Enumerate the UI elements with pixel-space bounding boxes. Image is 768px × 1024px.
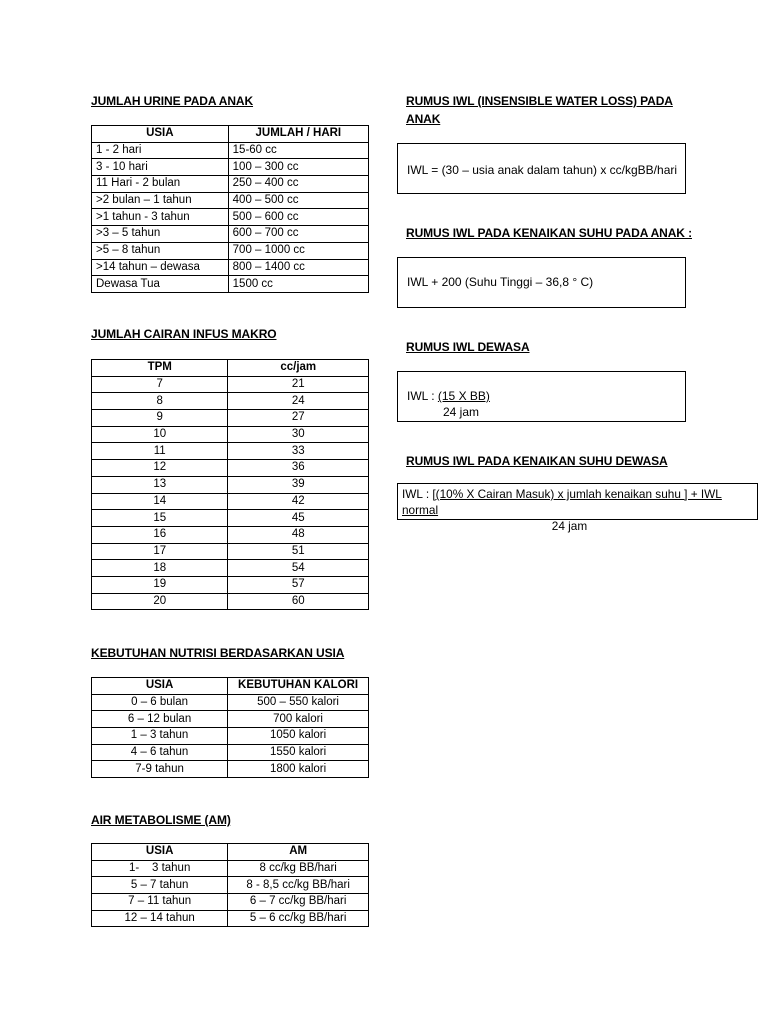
table-row (92, 376, 369, 393)
table-cell: 11 (92, 443, 228, 460)
table-cell: 7 – 11 tahun (92, 894, 228, 911)
table-row (92, 209, 369, 226)
table-cell: 51 (228, 543, 369, 560)
table-row (92, 176, 369, 193)
table-cell: 19 (92, 576, 228, 593)
table-cell: 60 (228, 593, 369, 610)
table-cell: 39 (228, 476, 369, 493)
column-header: KEBUTUHAN KALORI (228, 678, 369, 695)
table-header-row (92, 678, 369, 695)
iwl-suhu-dewasa-formula-box (397, 483, 758, 533)
table-cell: 1- 3 tahun (92, 860, 228, 877)
table-cell: >5 – 8 tahun (92, 242, 229, 259)
table-cell: 9 (92, 410, 228, 427)
table-row (92, 728, 369, 745)
table-cell: 400 – 500 cc (228, 192, 368, 209)
table-cell: 3 - 10 hari (92, 159, 229, 176)
column-header: cc/jam (228, 360, 369, 377)
nutrisi-table (91, 677, 369, 778)
iwl-dewasa-numerator: (15 X BB) (437, 389, 490, 403)
table-row (92, 426, 369, 443)
table-cell: >1 tahun - 3 tahun (92, 209, 229, 226)
iwl-anak-formula: IWL = (30 – usia anak dalam tahun) x cc/kgBB/hari (407, 163, 678, 177)
table-cell: 250 – 400 cc (228, 176, 368, 193)
table-row (92, 711, 369, 728)
table-cell: 45 (228, 510, 369, 527)
table-cell: 800 – 1400 cc (228, 259, 368, 276)
iwl-dewasa-denominator: 24 jam (443, 405, 480, 419)
table-row (92, 493, 369, 510)
table-row (92, 510, 369, 527)
table-cell: 8 (92, 393, 228, 410)
table-cell: 1500 cc (228, 276, 368, 293)
table-cell: 15-60 cc (228, 142, 368, 159)
table-cell: 1 – 3 tahun (92, 728, 228, 745)
iwl-suhu-dewasa-title: RUMUS IWL PADA KENAIKAN SUHU DEWASA (406, 454, 668, 468)
iwl-anak-title (406, 92, 673, 128)
iwl-anak-title-line2: ANAK (406, 112, 441, 126)
table-row (92, 543, 369, 560)
table-cell: 7-9 tahun (92, 761, 228, 778)
table-row (92, 526, 369, 543)
infus-table (91, 359, 369, 610)
table-cell: 100 – 300 cc (228, 159, 368, 176)
column-header: USIA (92, 844, 228, 861)
table-cell: 0 – 6 bulan (92, 694, 228, 711)
table-row (92, 159, 369, 176)
iwl-dewasa-formula-box (397, 371, 686, 422)
table-header-row (92, 360, 369, 377)
table-cell: 12 – 14 tahun (92, 910, 228, 927)
table-cell: 8 cc/kg BB/hari (228, 860, 369, 877)
table-row (92, 593, 369, 610)
table-row (92, 393, 369, 410)
table-cell: 16 (92, 526, 228, 543)
iwl-dewasa-title: RUMUS IWL DEWASA (406, 340, 530, 354)
table-row (92, 460, 369, 477)
table-cell: 27 (228, 410, 369, 427)
table-cell: 1550 kalori (228, 744, 369, 761)
table-cell: 600 – 700 cc (228, 226, 368, 243)
table-cell: 54 (228, 560, 369, 577)
column-header: AM (228, 844, 369, 861)
table-row (92, 560, 369, 577)
iwl-suhu-dewasa-formula (402, 486, 757, 518)
table-cell: 1 - 2 hari (92, 142, 229, 159)
table-row (92, 761, 369, 778)
column-header: USIA (92, 126, 229, 143)
table-cell: Dewasa Tua (92, 276, 229, 293)
am-table (91, 843, 369, 927)
table-cell: 700 kalori (228, 711, 369, 728)
table-cell: 700 – 1000 cc (228, 242, 368, 259)
table-cell: 20 (92, 593, 228, 610)
table-cell: 10 (92, 426, 228, 443)
iwl-suhu-anak-title: RUMUS IWL PADA KENAIKAN SUHU PADA ANAK : (406, 226, 692, 240)
table-row (92, 259, 369, 276)
table-cell: >2 bulan – 1 tahun (92, 192, 229, 209)
infus-title: JUMLAH CAIRAN INFUS MAKRO (91, 327, 277, 341)
table-cell: 1050 kalori (228, 728, 369, 745)
table-cell: >3 – 5 tahun (92, 226, 229, 243)
table-row (92, 276, 369, 293)
table-cell: 5 – 7 tahun (92, 877, 228, 894)
table-cell: 8 - 8,5 cc/kg BB/hari (228, 877, 369, 894)
iwl-suhu-dewasa-numerator: [(10% X Cairan Masuk) x jumlah kenaikan suhu ] + IWL normal (402, 487, 722, 517)
table-row (92, 476, 369, 493)
table-cell: 24 (228, 393, 369, 410)
table-cell: 30 (228, 426, 369, 443)
table-row (92, 242, 369, 259)
iwl-dewasa-prefix: IWL : (407, 389, 438, 403)
table-cell: 17 (92, 543, 228, 560)
iwl-dewasa-formula (407, 388, 685, 404)
table-cell: 6 – 12 bulan (92, 711, 228, 728)
table-cell: 6 – 7 cc/kg BB/hari (228, 894, 369, 911)
table-cell: 500 – 600 cc (228, 209, 368, 226)
iwl-anak-title-line1: RUMUS IWL (INSENSIBLE WATER LOSS) PADA (406, 94, 673, 108)
am-title: AIR METABOLISME (AM) (91, 813, 231, 827)
column-header: TPM (92, 360, 228, 377)
table-cell: 12 (92, 460, 228, 477)
table-row (92, 744, 369, 761)
urine-table (91, 125, 369, 293)
table-row (92, 410, 369, 427)
iwl-suhu-anak-formula: IWL + 200 (Suhu Tinggi – 36,8 ° C) (407, 275, 594, 289)
table-header-row (92, 844, 369, 861)
table-cell: 500 – 550 kalori (228, 694, 369, 711)
table-cell: >14 tahun – dewasa (92, 259, 229, 276)
table-cell: 42 (228, 493, 369, 510)
iwl-suhu-dewasa-denominator: 24 jam (551, 519, 588, 533)
table-cell: 7 (92, 376, 228, 393)
nutrisi-title: KEBUTUHAN NUTRISI BERDASARKAN USIA (91, 646, 345, 660)
table-cell: 4 – 6 tahun (92, 744, 228, 761)
column-header: USIA (92, 678, 228, 695)
table-row (92, 877, 369, 894)
table-cell: 21 (228, 376, 369, 393)
table-cell: 33 (228, 443, 369, 460)
table-row (92, 910, 369, 927)
iwl-anak-formula-box (397, 143, 686, 194)
table-row (92, 576, 369, 593)
table-cell: 5 – 6 cc/kg BB/hari (228, 910, 369, 927)
table-row (92, 142, 369, 159)
iwl-suhu-dewasa-prefix: IWL : (402, 487, 433, 501)
iwl-suhu-anak-formula-box (397, 257, 686, 308)
table-row (92, 226, 369, 243)
column-header: JUMLAH / HARI (228, 126, 368, 143)
table-row (92, 192, 369, 209)
table-row (92, 860, 369, 877)
table-row (92, 443, 369, 460)
table-cell: 1800 kalori (228, 761, 369, 778)
table-row (92, 694, 369, 711)
table-cell: 11 Hari - 2 bulan (92, 176, 229, 193)
urine-title: JUMLAH URINE PADA ANAK (91, 94, 254, 108)
table-cell: 48 (228, 526, 369, 543)
table-row (92, 894, 369, 911)
table-cell: 13 (92, 476, 228, 493)
table-cell: 36 (228, 460, 369, 477)
table-cell: 57 (228, 576, 369, 593)
table-cell: 15 (92, 510, 228, 527)
table-cell: 14 (92, 493, 228, 510)
table-cell: 18 (92, 560, 228, 577)
table-header-row (92, 126, 369, 143)
